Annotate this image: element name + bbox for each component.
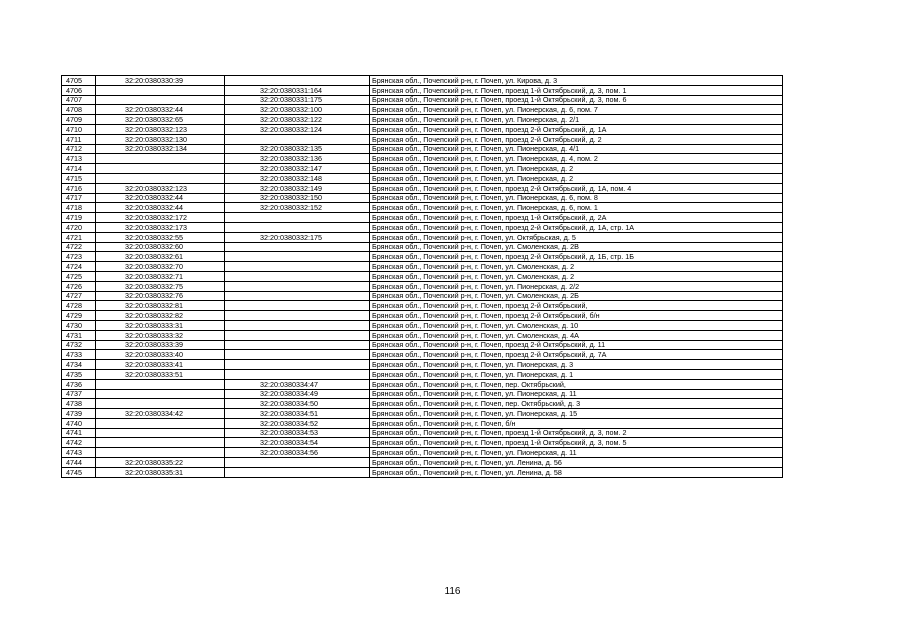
- row-number-cell: 4725: [62, 271, 96, 281]
- land-plot-cadastral-number-cell: 32:20:0380333:41: [96, 360, 225, 370]
- address-cell: Брянская обл., Почепский р-н, г. Почеп, проезд 2-й Октябрьский, д. 2: [370, 134, 783, 144]
- address-cell: Брянская обл., Почепский р-н, г. Почеп, проезд 2-й Октябрьский, д. 11: [370, 340, 783, 350]
- object-cadastral-number-cell: 32:20:0380332:122: [225, 115, 370, 125]
- table-row: [62, 134, 783, 144]
- table-row: [62, 369, 783, 379]
- land-plot-cadastral-number-cell: 32:20:0380332:60: [96, 242, 225, 252]
- object-cadastral-number-cell: [225, 252, 370, 262]
- address-cell: Брянская обл., Почепский р-н, г. Почеп, ул. Смоленская, д. 2: [370, 271, 783, 281]
- address-cell: Брянская обл., Почепский р-н, г. Почеп, ул. Пионерская, д. 4/1: [370, 144, 783, 154]
- object-cadastral-number-cell: [225, 291, 370, 301]
- address-cell: Брянская обл., Почепский р-н, г. Почеп, ул. Смоленская, д. 2Б: [370, 291, 783, 301]
- row-number-cell: 4719: [62, 213, 96, 223]
- table-row: [62, 252, 783, 262]
- object-cadastral-number-cell: [225, 458, 370, 468]
- row-number-cell: 4730: [62, 320, 96, 330]
- land-plot-cadastral-number-cell: 32:20:0380335:22: [96, 458, 225, 468]
- land-plot-cadastral-number-cell: [96, 448, 225, 458]
- table-row: [62, 379, 783, 389]
- object-cadastral-number-cell: [225, 222, 370, 232]
- address-cell: Брянская обл., Почепский р-н, г. Почеп, ул. Смоленская, д. 10: [370, 320, 783, 330]
- address-cell: Брянская обл., Почепский р-н, г. Почеп, проезд 1-й Октябрьский, д. 3, пом. 6: [370, 95, 783, 105]
- table-row: [62, 428, 783, 438]
- table-row: [62, 76, 783, 86]
- land-plot-cadastral-number-cell: 32:20:0380332:44: [96, 203, 225, 213]
- table-row: [62, 213, 783, 223]
- cadastral-register-table: [61, 75, 783, 478]
- row-number-cell: 4710: [62, 124, 96, 134]
- address-cell: Брянская обл., Почепский р-н, г. Почеп, ул. Пионерская, д. 2: [370, 173, 783, 183]
- object-cadastral-number-cell: [225, 271, 370, 281]
- address-cell: Брянская обл., Почепский р-н, г. Почеп, проезд 1-й Октябрьский, д. 2А: [370, 213, 783, 223]
- row-number-cell: 4705: [62, 76, 96, 86]
- row-number-cell: 4729: [62, 311, 96, 321]
- land-plot-cadastral-number-cell: 32:20:0380333:31: [96, 320, 225, 330]
- address-cell: Брянская обл., Почепский р-н, г. Почеп, проезд 1-й Октябрьский, д. 3, пом. 5: [370, 438, 783, 448]
- row-number-cell: 4726: [62, 281, 96, 291]
- row-number-cell: 4744: [62, 458, 96, 468]
- row-number-cell: 4739: [62, 409, 96, 419]
- land-plot-cadastral-number-cell: [96, 438, 225, 448]
- address-cell: Брянская обл., Почепский р-н, г. Почеп, проезд 2-й Октябрьский, д. 7А: [370, 350, 783, 360]
- object-cadastral-number-cell: [225, 262, 370, 272]
- table-row: [62, 389, 783, 399]
- address-cell: Брянская обл., Почепский р-н, г. Почеп, ул. Пионерская, д. 2: [370, 164, 783, 174]
- object-cadastral-number-cell: [225, 213, 370, 223]
- land-plot-cadastral-number-cell: 32:20:0380332:173: [96, 222, 225, 232]
- object-cadastral-number-cell: 32:20:0380334:53: [225, 428, 370, 438]
- land-plot-cadastral-number-cell: 32:20:0380332:76: [96, 291, 225, 301]
- address-cell: Брянская обл., Почепский р-н, г. Почеп, проезд 2-й Октябрьский, д. 1А, стр. 1А: [370, 222, 783, 232]
- address-cell: Брянская обл., Почепский р-н, г. Почеп, ул. Пионерская, д. 2/1: [370, 115, 783, 125]
- object-cadastral-number-cell: [225, 369, 370, 379]
- row-number-cell: 4731: [62, 330, 96, 340]
- object-cadastral-number-cell: 32:20:0380332:149: [225, 183, 370, 193]
- table-row: [62, 262, 783, 272]
- table-row: [62, 222, 783, 232]
- address-cell: Брянская обл., Почепский р-н, г. Почеп, проезд 1-й Октябрьский, д. 3, пом. 2: [370, 428, 783, 438]
- row-number-cell: 4706: [62, 85, 96, 95]
- land-plot-cadastral-number-cell: 32:20:0380335:31: [96, 467, 225, 477]
- land-plot-cadastral-number-cell: 32:20:0380332:71: [96, 271, 225, 281]
- table-row: [62, 409, 783, 419]
- object-cadastral-number-cell: 32:20:0380332:150: [225, 193, 370, 203]
- table-row: [62, 85, 783, 95]
- address-cell: Брянская обл., Почепский р-н, г. Почеп, ул. Пионерская, д. 2/2: [370, 281, 783, 291]
- land-plot-cadastral-number-cell: [96, 399, 225, 409]
- object-cadastral-number-cell: [225, 350, 370, 360]
- row-number-cell: 4720: [62, 222, 96, 232]
- address-cell: Брянская обл., Почепский р-н, г. Почеп, ул. Смоленская, д. 4А: [370, 330, 783, 340]
- row-number-cell: 4714: [62, 164, 96, 174]
- row-number-cell: 4740: [62, 418, 96, 428]
- row-number-cell: 4735: [62, 369, 96, 379]
- row-number-cell: 4707: [62, 95, 96, 105]
- row-number-cell: 4716: [62, 183, 96, 193]
- table-row: [62, 232, 783, 242]
- object-cadastral-number-cell: 32:20:0380332:100: [225, 105, 370, 115]
- row-number-cell: 4732: [62, 340, 96, 350]
- object-cadastral-number-cell: [225, 134, 370, 144]
- row-number-cell: 4712: [62, 144, 96, 154]
- row-number-cell: 4745: [62, 467, 96, 477]
- land-plot-cadastral-number-cell: 32:20:0380332:123: [96, 183, 225, 193]
- row-number-cell: 4742: [62, 438, 96, 448]
- table-row: [62, 458, 783, 468]
- address-cell: Брянская обл., Почепский р-н, г. Почеп, б/н: [370, 418, 783, 428]
- table-row: [62, 193, 783, 203]
- row-number-cell: 4718: [62, 203, 96, 213]
- row-number-cell: 4723: [62, 252, 96, 262]
- row-number-cell: 4743: [62, 448, 96, 458]
- address-cell: Брянская обл., Почепский р-н, г. Почеп, проезд 2-й Октябрьский, б/н: [370, 311, 783, 321]
- object-cadastral-number-cell: [225, 301, 370, 311]
- land-plot-cadastral-number-cell: 32:20:0380332:81: [96, 301, 225, 311]
- object-cadastral-number-cell: [225, 467, 370, 477]
- row-number-cell: 4721: [62, 232, 96, 242]
- table-row: [62, 242, 783, 252]
- address-cell: Брянская обл., Почепский р-н, г. Почеп, проезд 2-й Октябрьский, д. 1Б, стр. 1Б: [370, 252, 783, 262]
- address-cell: Брянская обл., Почепский р-н, г. Почеп, ул. Октябрьская, д. 5: [370, 232, 783, 242]
- object-cadastral-number-cell: [225, 281, 370, 291]
- land-plot-cadastral-number-cell: 32:20:0380333:51: [96, 369, 225, 379]
- table-row: [62, 95, 783, 105]
- table-row: [62, 320, 783, 330]
- land-plot-cadastral-number-cell: [96, 164, 225, 174]
- table-row: [62, 203, 783, 213]
- row-number-cell: 4733: [62, 350, 96, 360]
- address-cell: Брянская обл., Почепский р-н, г. Почеп, проезд 2-й Октябрьский,: [370, 301, 783, 311]
- row-number-cell: 4728: [62, 301, 96, 311]
- land-plot-cadastral-number-cell: 32:20:0380334:42: [96, 409, 225, 419]
- table-body: [62, 76, 783, 478]
- object-cadastral-number-cell: 32:20:0380334:54: [225, 438, 370, 448]
- object-cadastral-number-cell: [225, 330, 370, 340]
- table-row: [62, 164, 783, 174]
- table-row: [62, 340, 783, 350]
- object-cadastral-number-cell: [225, 360, 370, 370]
- land-plot-cadastral-number-cell: 32:20:0380333:40: [96, 350, 225, 360]
- row-number-cell: 4737: [62, 389, 96, 399]
- table-row: [62, 330, 783, 340]
- address-cell: Брянская обл., Почепский р-н, г. Почеп, ул. Пионерская, д. 6, пом. 8: [370, 193, 783, 203]
- table-row: [62, 350, 783, 360]
- address-cell: Брянская обл., Почепский р-н, г. Почеп, проезд 2-й Октябрьский, д. 1А, пом. 4: [370, 183, 783, 193]
- land-plot-cadastral-number-cell: 32:20:0380332:65: [96, 115, 225, 125]
- table-row: [62, 173, 783, 183]
- land-plot-cadastral-number-cell: [96, 173, 225, 183]
- table-row: [62, 105, 783, 115]
- land-plot-cadastral-number-cell: 32:20:0380332:61: [96, 252, 225, 262]
- land-plot-cadastral-number-cell: 32:20:0380332:82: [96, 311, 225, 321]
- land-plot-cadastral-number-cell: 32:20:0380332:75: [96, 281, 225, 291]
- object-cadastral-number-cell: 32:20:0380332:136: [225, 154, 370, 164]
- address-cell: Брянская обл., Почепский р-н, г. Почеп, проезд 1-й Октябрьский, д. 3, пом. 1: [370, 85, 783, 95]
- object-cadastral-number-cell: 32:20:0380332:148: [225, 173, 370, 183]
- row-number-cell: 4722: [62, 242, 96, 252]
- table-row: [62, 360, 783, 370]
- table-row: [62, 438, 783, 448]
- row-number-cell: 4711: [62, 134, 96, 144]
- land-plot-cadastral-number-cell: 32:20:0380332:55: [96, 232, 225, 242]
- land-plot-cadastral-number-cell: 32:20:0380332:44: [96, 193, 225, 203]
- address-cell: Брянская обл., Почепский р-н, г. Почеп, проезд 2-й Октябрьский, д. 1А: [370, 124, 783, 134]
- address-cell: Брянская обл., Почепский р-н, г. Почеп, ул. Пионерская, д. 1: [370, 369, 783, 379]
- table-row: [62, 281, 783, 291]
- table-row: [62, 115, 783, 125]
- object-cadastral-number-cell: 32:20:0380334:47: [225, 379, 370, 389]
- address-cell: Брянская обл., Почепский р-н, г. Почеп, ул. Смоленская, д. 2: [370, 262, 783, 272]
- table-row: [62, 144, 783, 154]
- row-number-cell: 4738: [62, 399, 96, 409]
- object-cadastral-number-cell: 32:20:0380334:56: [225, 448, 370, 458]
- object-cadastral-number-cell: 32:20:0380332:147: [225, 164, 370, 174]
- land-plot-cadastral-number-cell: 32:20:0380330:39: [96, 76, 225, 86]
- land-plot-cadastral-number-cell: [96, 154, 225, 164]
- address-cell: Брянская обл., Почепский р-н, г. Почеп, ул. Пионерская, д. 15: [370, 409, 783, 419]
- land-plot-cadastral-number-cell: [96, 379, 225, 389]
- object-cadastral-number-cell: [225, 311, 370, 321]
- address-cell: Брянская обл., Почепский р-н, г. Почеп, ул. Пионерская, д. 6, пом. 1: [370, 203, 783, 213]
- land-plot-cadastral-number-cell: 32:20:0380332:70: [96, 262, 225, 272]
- land-plot-cadastral-number-cell: 32:20:0380332:134: [96, 144, 225, 154]
- land-plot-cadastral-number-cell: 32:20:0380333:32: [96, 330, 225, 340]
- table-row: [62, 467, 783, 477]
- address-cell: Брянская обл., Почепский р-н, г. Почеп, ул. Пионерская, д. 4, пом. 2: [370, 154, 783, 164]
- address-cell: Брянская обл., Почепский р-н, г. Почеп, ул. Пионерская, д. 6, пом. 7: [370, 105, 783, 115]
- object-cadastral-number-cell: [225, 320, 370, 330]
- address-cell: Брянская обл., Почепский р-н, г. Почеп, ул. Пионерская, д. 11: [370, 389, 783, 399]
- land-plot-cadastral-number-cell: [96, 85, 225, 95]
- table-row: [62, 301, 783, 311]
- address-cell: Брянская обл., Почепский р-н, г. Почеп, ул. Кирова, д. 3: [370, 76, 783, 86]
- object-cadastral-number-cell: 32:20:0380332:152: [225, 203, 370, 213]
- address-cell: Брянская обл., Почепский р-н, г. Почеп, ул. Смоленская, д. 2В: [370, 242, 783, 252]
- table-row: [62, 154, 783, 164]
- land-plot-cadastral-number-cell: 32:20:0380332:130: [96, 134, 225, 144]
- object-cadastral-number-cell: 32:20:0380332:175: [225, 232, 370, 242]
- address-cell: Брянская обл., Почепский р-н, г. Почеп, ул. Ленина, д. 56: [370, 458, 783, 468]
- table-row: [62, 311, 783, 321]
- table-row: [62, 124, 783, 134]
- table-row: [62, 418, 783, 428]
- land-plot-cadastral-number-cell: [96, 428, 225, 438]
- page-number: 116: [444, 586, 461, 597]
- land-plot-cadastral-number-cell: 32:20:0380332:44: [96, 105, 225, 115]
- object-cadastral-number-cell: 32:20:0380334:50: [225, 399, 370, 409]
- object-cadastral-number-cell: [225, 340, 370, 350]
- table-row: [62, 291, 783, 301]
- row-number-cell: 4717: [62, 193, 96, 203]
- table-row: [62, 183, 783, 193]
- row-number-cell: 4724: [62, 262, 96, 272]
- row-number-cell: 4727: [62, 291, 96, 301]
- object-cadastral-number-cell: 32:20:0380334:52: [225, 418, 370, 428]
- object-cadastral-number-cell: 32:20:0380332:135: [225, 144, 370, 154]
- row-number-cell: 4715: [62, 173, 96, 183]
- object-cadastral-number-cell: [225, 76, 370, 86]
- address-cell: Брянская обл., Почепский р-н, г. Почеп, ул. Пионерская, д. 11: [370, 448, 783, 458]
- object-cadastral-number-cell: 32:20:0380334:51: [225, 409, 370, 419]
- table-row: [62, 399, 783, 409]
- table-row: [62, 271, 783, 281]
- row-number-cell: 4741: [62, 428, 96, 438]
- row-number-cell: 4709: [62, 115, 96, 125]
- row-number-cell: 4734: [62, 360, 96, 370]
- land-plot-cadastral-number-cell: [96, 95, 225, 105]
- object-cadastral-number-cell: 32:20:0380334:49: [225, 389, 370, 399]
- land-plot-cadastral-number-cell: [96, 389, 225, 399]
- row-number-cell: 4713: [62, 154, 96, 164]
- table-row: [62, 448, 783, 458]
- row-number-cell: 4736: [62, 379, 96, 389]
- row-number-cell: 4708: [62, 105, 96, 115]
- land-plot-cadastral-number-cell: 32:20:0380332:172: [96, 213, 225, 223]
- object-cadastral-number-cell: 32:20:0380331:164: [225, 85, 370, 95]
- address-cell: Брянская обл., Почепский р-н, г. Почеп, пер. Октябрьский, д. 3: [370, 399, 783, 409]
- land-plot-cadastral-number-cell: 32:20:0380333:39: [96, 340, 225, 350]
- land-plot-cadastral-number-cell: [96, 418, 225, 428]
- address-cell: Брянская обл., Почепский р-н, г. Почеп, ул. Пионерская, д. 3: [370, 360, 783, 370]
- object-cadastral-number-cell: 32:20:0380331:175: [225, 95, 370, 105]
- address-cell: Брянская обл., Почепский р-н, г. Почеп, ул. Ленина, д. 58: [370, 467, 783, 477]
- address-cell: Брянская обл., Почепский р-н, г. Почеп, пер. Октябрьский,: [370, 379, 783, 389]
- land-plot-cadastral-number-cell: 32:20:0380332:123: [96, 124, 225, 134]
- object-cadastral-number-cell: [225, 242, 370, 252]
- object-cadastral-number-cell: 32:20:0380332:124: [225, 124, 370, 134]
